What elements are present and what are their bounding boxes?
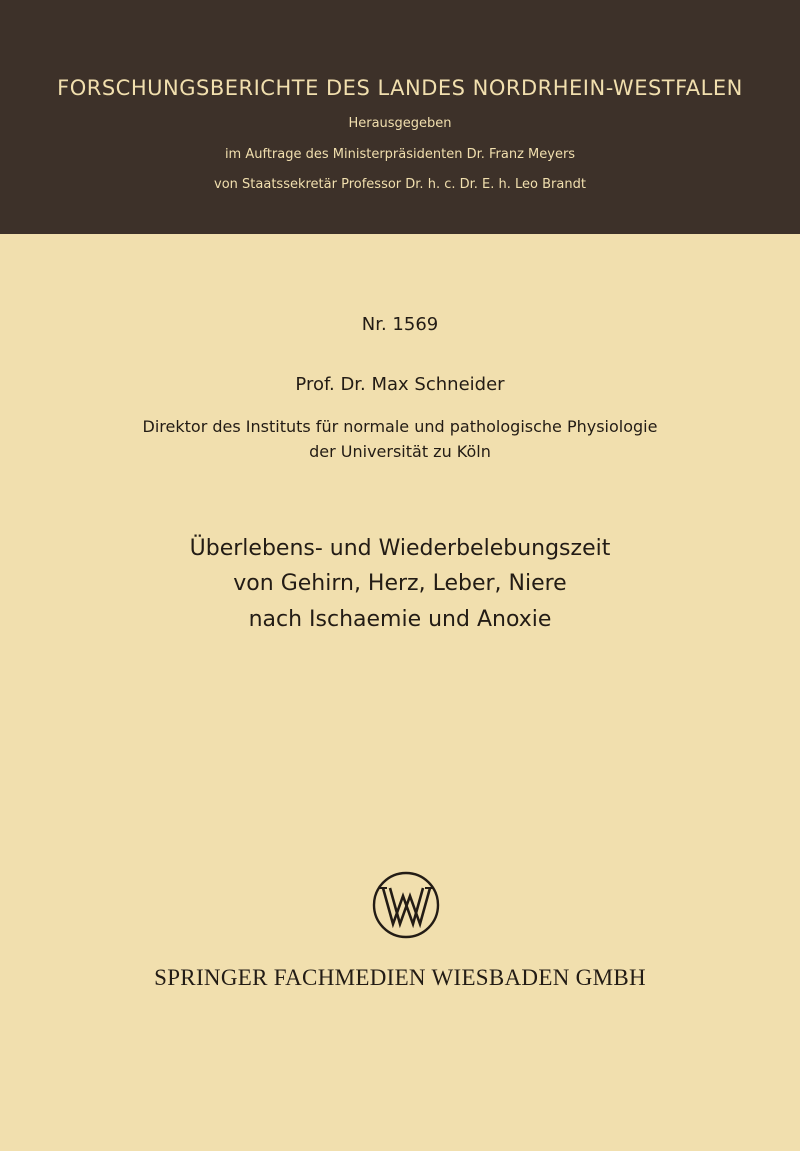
springer-vs-monogram-icon	[371, 870, 441, 940]
commission-note: im Auftrage des Ministerpräsidenten Dr. Franz Meyers	[224, 147, 576, 162]
author-affiliation-line2: der Universität zu Köln	[309, 442, 491, 461]
author-name: Prof. Dr. Max Schneider	[295, 374, 505, 395]
book-title-line1: Überlebens- und Wiederbelebungszeit	[189, 536, 611, 561]
editor-note: Herausgegeben	[348, 116, 452, 131]
book-title-line2: von Gehirn, Herz, Leber, Niere	[233, 571, 567, 596]
book-title-line3: nach Ischaemie und Anoxie	[248, 607, 552, 632]
secretary-note: von Staatssekretär Professor Dr. h. c. Dr. E. h. Leo Brandt	[214, 177, 586, 192]
author-affiliation-line1: Direktor des Instituts für normale und pathologische Physiologie	[142, 417, 658, 436]
series-title: FORSCHUNGSBERICHTE DES LANDES NORDRHEIN-WESTFALEN	[57, 76, 743, 100]
report-number: Nr. 1569	[361, 314, 439, 335]
header-band	[0, 0, 800, 234]
publisher-name: SPRINGER FACHMEDIEN WIESBADEN GMBH	[154, 965, 646, 990]
